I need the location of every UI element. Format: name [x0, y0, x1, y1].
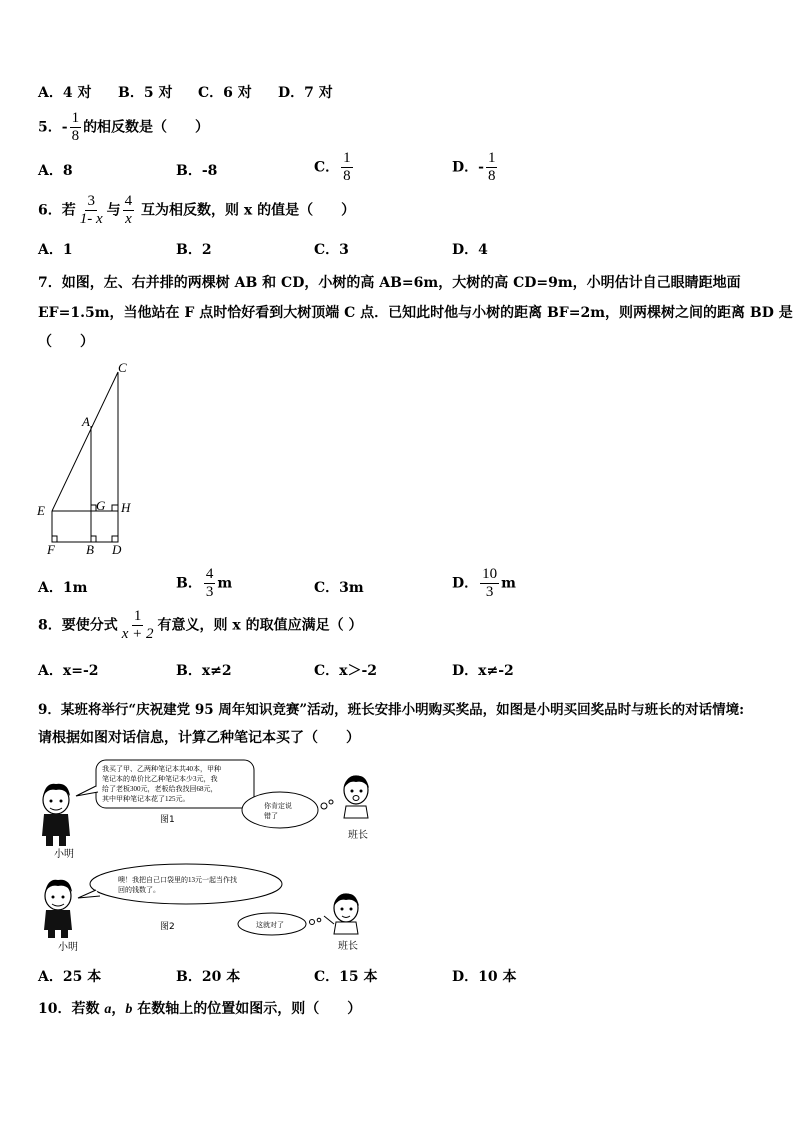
q5-optd-den: 8 — [487, 168, 496, 184]
bubble-2-line-1: 你肯定说 — [264, 802, 292, 810]
q4-option-b: B．5 对 — [118, 85, 173, 101]
q8-text: 有意义，则 x 的取值应满足（ ） — [157, 617, 363, 634]
q7-option-b-label: B． — [176, 575, 202, 592]
right-angle-h — [112, 505, 118, 511]
q5-option-c — [314, 150, 355, 185]
q6-stem — [38, 193, 355, 228]
q7-line3: （ ） — [38, 334, 94, 350]
q4-option-c: C．6 对 — [198, 85, 252, 101]
bubble-4-text: 这就对了 — [256, 921, 284, 929]
xiaoming-figure-2 — [44, 880, 72, 938]
q8-stem — [38, 608, 363, 643]
q6-number: 6．若 — [38, 202, 76, 219]
q7-optd-num: 10 — [482, 566, 498, 582]
q6-f2-den: x — [125, 211, 132, 227]
q6-option-a: A．1 — [38, 242, 73, 258]
q7-option-b — [176, 566, 232, 601]
q9-option-c: C．15 本 — [314, 969, 378, 985]
bubble-1-line-4: 其中甲种笔记本花了125元。 — [102, 795, 190, 803]
bubble-1-line-1: 我买了甲、乙两种笔记本共40本，甲种 — [102, 765, 221, 773]
q10-stem — [38, 998, 361, 1018]
q10-comma: ， — [111, 1001, 126, 1017]
q8-f-den: x + 2 — [121, 626, 154, 642]
q6-option-c: C．3 — [314, 242, 349, 258]
q10-text: 在数轴上的位置如图示，则（ ） — [132, 1001, 362, 1017]
q5-optc-num: 1 — [343, 150, 351, 166]
q5-fraction — [70, 110, 82, 145]
bubble-2-cloud — [242, 792, 318, 828]
q6-text: 互为相反数，则 x 的值是（ ） — [136, 202, 356, 219]
q9-line2: 请根据如图对话信息，计算乙种笔记本买了（ ） — [38, 730, 360, 746]
xiaoming-figure-1 — [42, 784, 70, 846]
q5-stem — [38, 110, 209, 145]
label-g: G — [96, 498, 106, 513]
q6-mid: 与 — [106, 202, 121, 219]
bubble-1-line-3: 给了老板300元，老板给我找回68元， — [102, 785, 218, 793]
q5-optd-num: 1 — [487, 150, 496, 166]
q10-var-a: a — [104, 1002, 112, 1017]
q5-option-c-label: C． — [314, 159, 340, 176]
xiaoming-label-2: 小明 — [58, 942, 78, 953]
q7-line2: EF=1.5m，当他站在 F 点时恰好看到大树顶端 C 点．已知此时他与小树的距离 BF=2m，则两棵树之间的距离 BD 是 — [38, 305, 793, 321]
q7-option-c: C．3m — [314, 580, 364, 596]
q8-option-a: A．x=-2 — [38, 663, 99, 679]
q7-optd-den: 3 — [485, 584, 494, 600]
q9-option-b: B．20 本 — [176, 969, 241, 985]
bubble-1-line-2: 笔记本的单价比乙种笔记本少3元，我 — [102, 775, 218, 783]
q4-option-a: A．4 对 — [38, 85, 92, 101]
q7-optb-den: 3 — [205, 584, 214, 600]
sight-line — [52, 372, 118, 511]
q8-option-d: D．x≠-2 — [452, 663, 514, 679]
q9-option-d: D．10 本 — [452, 969, 517, 985]
label-f: F — [47, 542, 55, 557]
q5-option-d — [452, 150, 499, 185]
fig2-label: 图2 — [160, 922, 175, 932]
q8-option-c: C．x＞-2 — [314, 663, 378, 679]
q9-dialogue-figure — [34, 756, 374, 956]
q9-line1: 9．某班将举行“庆祝建党 95 周年知识竞赛”活动，班长安排小明购买奖品，如图是小明买回奖品时与班长的对话情境: — [38, 702, 745, 718]
q6-f1-num: 3 — [87, 193, 95, 209]
label-b: B — [86, 542, 94, 557]
q7-line1: 7．如图，左、右并排的两棵树 AB 和 CD，小树的高 AB=6m，大树的高 CD=9m，小明估计自己眼睛距地面 — [38, 275, 741, 291]
q9-option-a: A．25 本 — [38, 969, 102, 985]
q5-option-d-label: D．- — [452, 159, 484, 176]
banzhang-label-1: 班长 — [348, 830, 368, 841]
q7-optd-unit: m — [501, 575, 516, 592]
q8-number: 8．要使分式 — [38, 617, 118, 634]
q6-f2-num: 4 — [124, 193, 133, 209]
q8-option-b: B．x≠2 — [176, 663, 232, 679]
label-e: E — [37, 503, 45, 518]
q6-option-b: B．2 — [176, 242, 212, 258]
fig1-label: 图1 — [160, 815, 175, 825]
q5-frac-den: 8 — [71, 128, 80, 144]
q7-option-d-label: D． — [452, 575, 479, 592]
q7-option-d — [452, 566, 516, 601]
q10-var-b: b — [125, 1002, 133, 1017]
label-h: H — [121, 500, 131, 515]
q5-optc-den: 8 — [343, 168, 351, 184]
bubble-3-line-2: 回的钱数了。 — [118, 886, 160, 894]
banzhang-label-2: 班长 — [338, 941, 358, 952]
q7-optb-num: 4 — [205, 566, 214, 582]
q7-figure — [34, 358, 144, 558]
q5-frac-num: 1 — [71, 110, 80, 126]
label-d: D — [112, 542, 122, 557]
q8-f-num: 1 — [133, 608, 142, 624]
q7-option-a: A．1m — [38, 580, 88, 596]
label-c: C — [118, 360, 127, 375]
q7-optb-unit: m — [217, 575, 233, 592]
xiaoming-label-1: 小明 — [54, 849, 74, 860]
q4-option-d: D．7 对 — [278, 85, 333, 101]
bubble-3-frame — [90, 864, 282, 904]
banzhang-figure-2 — [324, 894, 359, 934]
bubble-3-line-1: 噢！我把自己口袋里的13元一起当作找 — [118, 876, 237, 884]
q5-option-a: A．8 — [38, 163, 73, 179]
banzhang-figure-1 — [344, 776, 369, 818]
q5-number: 5．- — [38, 119, 68, 136]
q6-f1-den: 1- x — [79, 211, 103, 227]
q5-option-b: B．-8 — [176, 163, 218, 179]
q5-text: 的相反数是（ ） — [83, 119, 210, 136]
q10-number: 10．若数 — [38, 1001, 105, 1017]
label-a: A — [82, 414, 90, 429]
bubble-2-line-2: 错了 — [264, 812, 278, 820]
q6-option-d: D．4 — [452, 242, 488, 258]
